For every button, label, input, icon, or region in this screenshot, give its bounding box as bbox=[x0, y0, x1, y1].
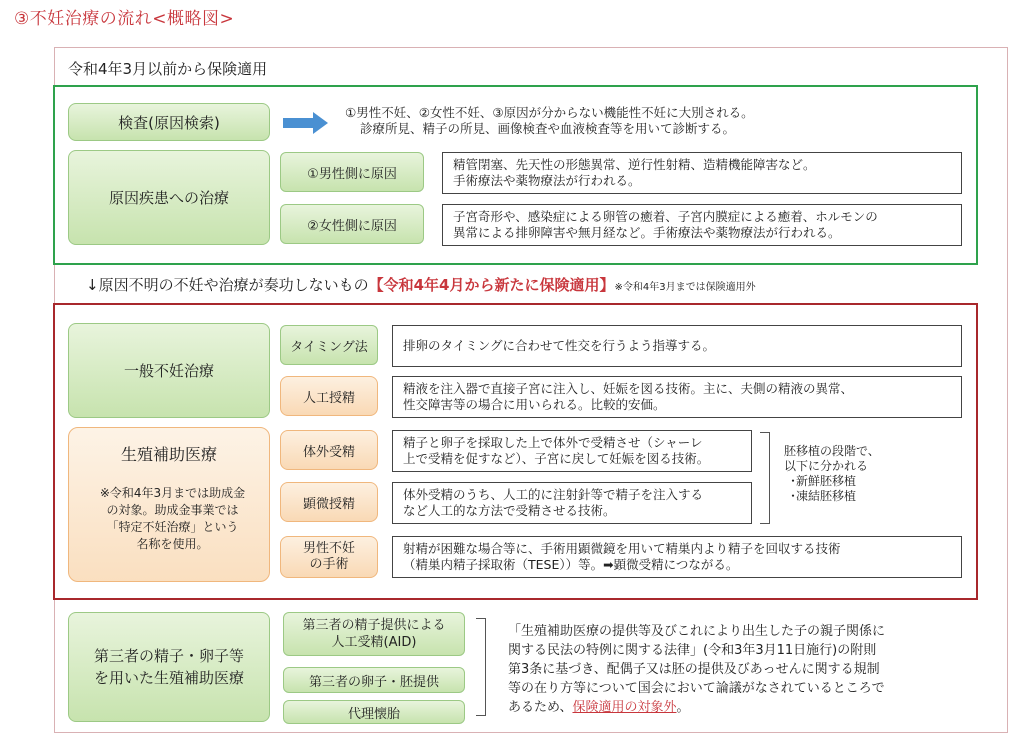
icsi-desc-line1: 体外受精のうち、人工的に注射針等で精子を注入する bbox=[403, 487, 704, 502]
section2-heading-prefix: ↓原因不明の不妊や治療が奏功しないもの bbox=[86, 276, 369, 294]
male-desc-line2: 手術療法や薬物療法が行われる。 bbox=[453, 173, 641, 188]
section2-heading-note: ※令和4年3月までは保険適用外 bbox=[614, 282, 756, 293]
third-party-bracket bbox=[476, 618, 486, 716]
not-covered-highlight: 保険適用の対象外 bbox=[572, 700, 677, 715]
timing-box: タイミング法 bbox=[280, 325, 378, 365]
general-infertility-box: 一般不妊治療 bbox=[68, 323, 270, 418]
section2-heading-highlight: 【令和4年4月から新たに保険適用】 bbox=[368, 276, 615, 294]
male-surgery-label-line2: の手術 bbox=[309, 557, 349, 572]
third-party-label-line2: を用いた生殖補助医療 bbox=[93, 669, 244, 687]
sperm-label-line2: 人工受精(AID) bbox=[331, 635, 417, 650]
art-note bbox=[80, 485, 265, 553]
ai-desc-line1: 精液を注入器で直接子宮に注入し、妊娠を図る技術。主に、夫側の精液の異常、 bbox=[403, 381, 854, 396]
icsi-desc-line2: など人工的な方法で受精させる技術。 bbox=[403, 503, 616, 518]
desc-line5-prefix: あるため、 bbox=[508, 700, 573, 715]
timing-desc bbox=[392, 325, 962, 367]
ivf-desc-line1: 精子と卵子を採取した上で体外で受精させ（シャーレ bbox=[403, 435, 703, 450]
female-desc-line1: 子宮奇形や、感染症による卵管の癒着、子宮内膜症による癒着、ホルモンの bbox=[453, 209, 878, 224]
third-party-desc-line3: 第3条に基づき、配偶子又は胚の提供及びあっせんに関する規制 bbox=[508, 662, 880, 677]
art-label: 生殖補助医療 bbox=[120, 445, 217, 464]
exam-box: 検査(原因検索) bbox=[68, 103, 270, 141]
section1-heading: 令和4年3月以前から保険適用 bbox=[68, 60, 268, 78]
male-cause-desc bbox=[442, 152, 962, 194]
third-party-desc bbox=[508, 622, 885, 717]
art-note-line4: 名称を使用。 bbox=[136, 537, 209, 551]
third-party-sperm-box bbox=[283, 612, 465, 656]
female-desc-line2: 異常による排卵障害や無月経など。手術療法や薬物療法が行われる。 bbox=[453, 225, 841, 240]
ivf-desc bbox=[392, 430, 752, 472]
art-note-line3: 「特定不妊治療」という bbox=[106, 520, 239, 534]
third-party-label-line1: 第三者の精子・卵子等 bbox=[93, 647, 244, 665]
sperm-label-line1: 第三者の精子提供による bbox=[302, 618, 446, 633]
male-desc-line1: 精管閉塞、先天性の形態異常、逆行性射精、造精機能障害など。 bbox=[453, 157, 816, 172]
embryo-note-line1: 胚移植の段階で、 bbox=[784, 444, 880, 458]
ivf-box: 体外受精 bbox=[280, 430, 378, 470]
female-cause-box: ②女性側に原因 bbox=[280, 204, 424, 244]
exam-desc-line1: ①男性不妊、②女性不妊、③原因が分からない機能性不妊に大別される。 bbox=[345, 105, 754, 120]
female-cause-desc bbox=[442, 204, 962, 246]
diagram-title: ③不妊治療の流れ<概略図> bbox=[14, 9, 235, 29]
embryo-note-line2: 以下に分かれる bbox=[784, 459, 869, 473]
male-surgery-desc bbox=[392, 536, 962, 578]
embryo-bracket bbox=[760, 432, 770, 524]
ivf-desc-line2: 上で受精を促すなど）、子宮に戻して妊娠を図る技術。 bbox=[403, 451, 710, 466]
third-party-desc-line4: 等の在り方等について国会において論議がなされているところで bbox=[508, 681, 885, 696]
icsi-box: 顕微授精 bbox=[280, 482, 378, 522]
male-cause-box: ①男性側に原因 bbox=[280, 152, 424, 192]
third-party-desc-line5 bbox=[508, 698, 885, 717]
exam-desc-line2: 診療所見、精子の所見、画像検査や血液検査等を用いて診断する。 bbox=[360, 121, 736, 136]
male-surgery-box bbox=[280, 536, 378, 578]
male-surgery-desc-line1: 射精が困難な場合等に、手術用顕微鏡を用いて精巣内より精子を回収する技術 bbox=[403, 541, 841, 556]
ai-desc bbox=[392, 376, 962, 418]
embryo-note-line3: ･新鮮胚移植 bbox=[790, 474, 857, 488]
male-surgery-label-line1: 男性不妊 bbox=[302, 541, 355, 556]
art-note-line2: の対象。助成金事業では bbox=[106, 503, 239, 517]
art-note-line1: ※令和4年3月までは助成金 bbox=[99, 486, 246, 500]
cause-treatment-box: 原因疾患への治療 bbox=[68, 150, 270, 245]
ai-desc-line2: 性交障害等の場合に用いられる。比較的安価。 bbox=[403, 397, 666, 412]
timing-desc-text: 排卵のタイミングに合わせて性交を行うよう指導する。 bbox=[403, 338, 716, 353]
third-party-art-box bbox=[68, 612, 270, 722]
desc-line5-suffix: 。 bbox=[676, 700, 690, 715]
surrogacy-box: 代理懐胎 bbox=[283, 700, 465, 724]
third-party-desc-line2: 関する民法の特例に関する法律」(令和3年3月11日施行)の附則 bbox=[508, 643, 877, 658]
right-arrow-icon bbox=[283, 112, 329, 134]
icsi-desc bbox=[392, 482, 752, 524]
section2-heading bbox=[86, 274, 756, 295]
embryo-note bbox=[784, 444, 880, 504]
third-party-desc-line1: 「生殖補助医療の提供等及びこれにより出生した子の親子関係に bbox=[508, 624, 886, 639]
male-surgery-desc-line2: （精巣内精子採取術（TESE））等。➡顕微受精につながる。 bbox=[403, 557, 739, 572]
ai-box: 人工授精 bbox=[280, 376, 378, 416]
third-party-egg-box: 第三者の卵子・胚提供 bbox=[283, 667, 465, 693]
embryo-note-line4: ･凍結胚移植 bbox=[790, 489, 857, 503]
